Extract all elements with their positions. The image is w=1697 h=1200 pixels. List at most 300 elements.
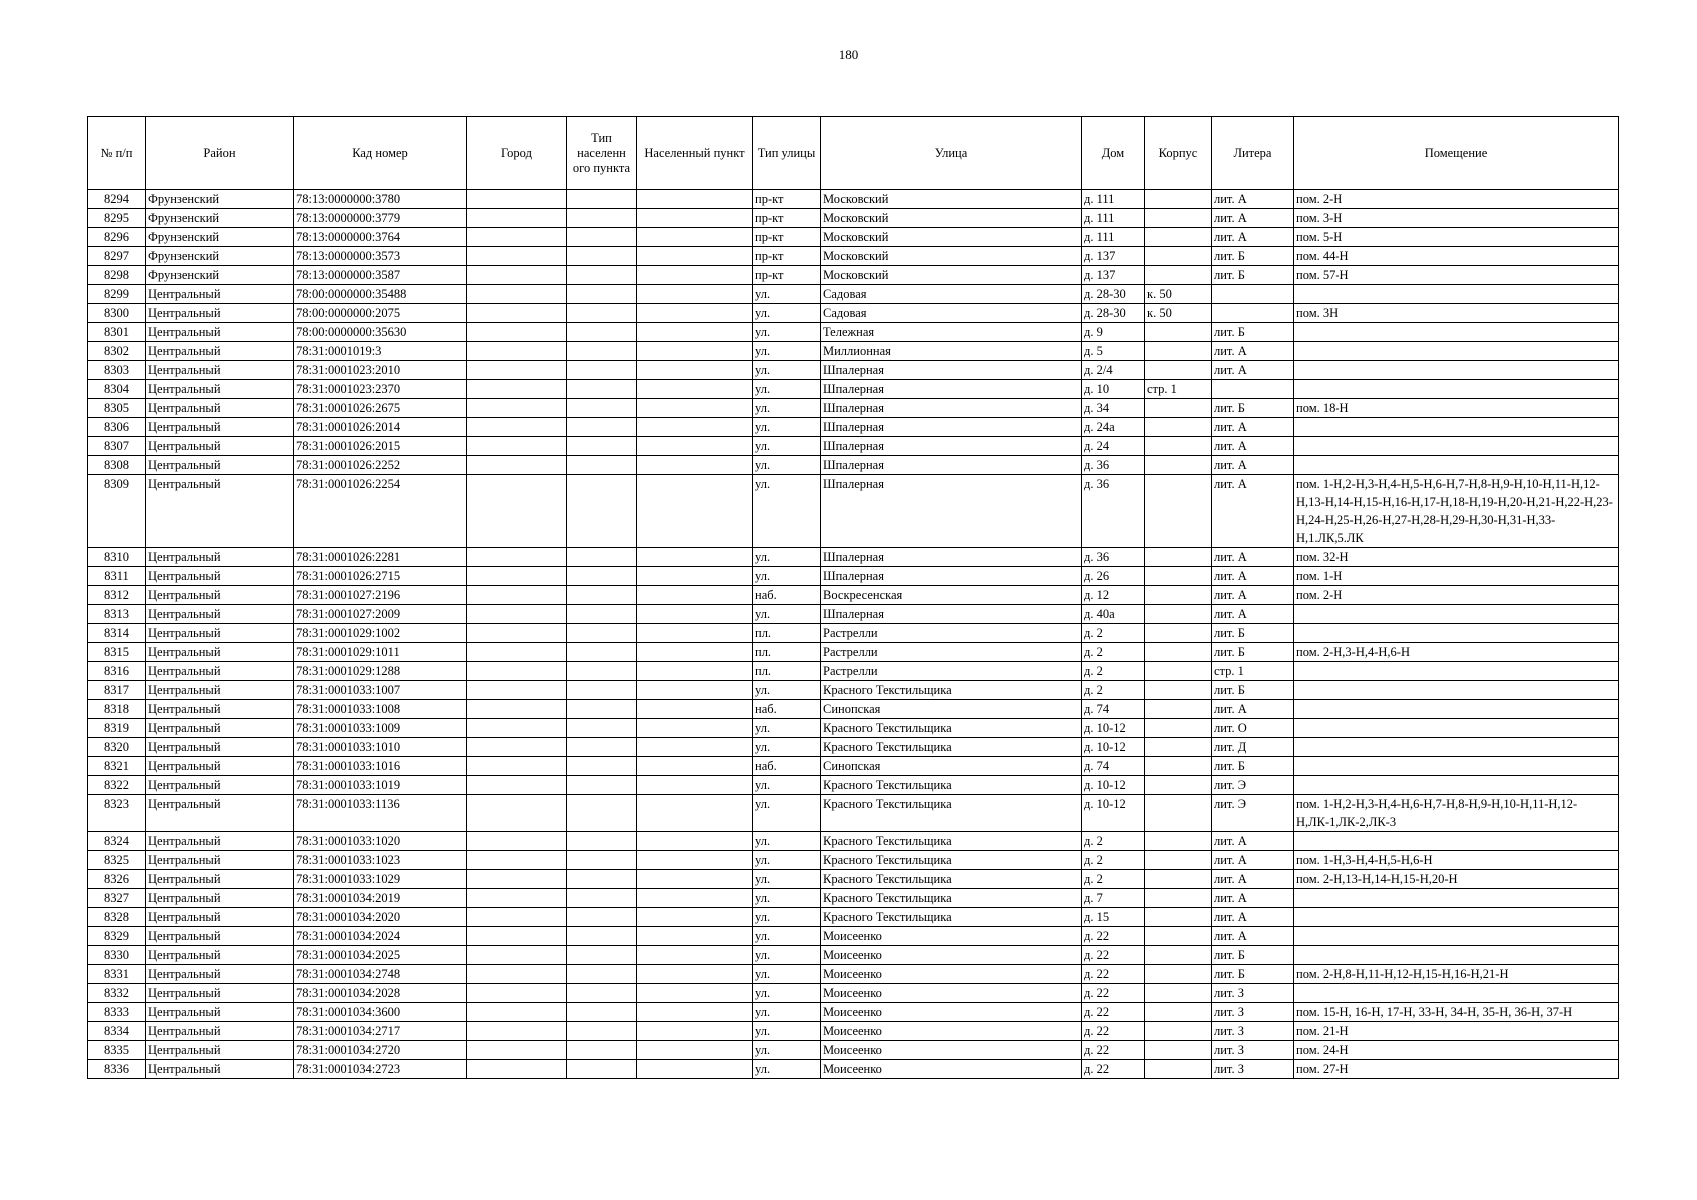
city-cell [467, 266, 567, 285]
district-cell: Центральный [146, 662, 294, 681]
settlement-type-cell [567, 1022, 637, 1041]
street-type-cell: ул. [753, 1060, 821, 1079]
letter-cell: лит. Б [1212, 624, 1294, 643]
premises-cell [1294, 946, 1619, 965]
settlement-cell [637, 380, 753, 399]
district-cell: Фрунзенский [146, 190, 294, 209]
settlement-type-cell [567, 795, 637, 832]
cadastral-number-cell: 78:13:0000000:3780 [294, 190, 467, 209]
settlement-cell [637, 889, 753, 908]
cadastral-number-cell: 78:31:0001034:2019 [294, 889, 467, 908]
street-type-cell: ул. [753, 285, 821, 304]
house-cell: д. 40а [1082, 605, 1145, 624]
cadastral-number-cell: 78:31:0001026:2675 [294, 399, 467, 418]
cadastral-number-cell: 78:31:0001023:2370 [294, 380, 467, 399]
settlement-cell [637, 870, 753, 889]
house-cell: д. 36 [1082, 456, 1145, 475]
header-building: Корпус [1145, 117, 1212, 190]
street-type-cell: наб. [753, 757, 821, 776]
street-cell: Красного Текстильщика [821, 832, 1082, 851]
letter-cell: лит. Д [1212, 738, 1294, 757]
row-num-cell: 8328 [88, 908, 146, 927]
letter-cell: лит. А [1212, 475, 1294, 548]
cadastral-number-cell: 78:31:0001033:1019 [294, 776, 467, 795]
letter-cell: лит. Б [1212, 323, 1294, 342]
letter-cell: лит. А [1212, 548, 1294, 567]
row-num-cell: 8319 [88, 719, 146, 738]
street-cell: Моисеенко [821, 946, 1082, 965]
premises-cell [1294, 342, 1619, 361]
district-cell: Центральный [146, 1022, 294, 1041]
city-cell [467, 719, 567, 738]
premises-cell: пом. 57-Н [1294, 266, 1619, 285]
street-type-cell: ул. [753, 567, 821, 586]
city-cell [467, 190, 567, 209]
settlement-cell [637, 361, 753, 380]
cadastral-number-cell: 78:31:0001019:3 [294, 342, 467, 361]
cadastral-number-cell: 78:31:0001023:2010 [294, 361, 467, 380]
city-cell [467, 605, 567, 624]
city-cell [467, 247, 567, 266]
house-cell: д. 111 [1082, 190, 1145, 209]
letter-cell: лит. Б [1212, 965, 1294, 984]
street-type-cell: ул. [753, 795, 821, 832]
table-row [88, 209, 1619, 228]
row-num-cell: 8334 [88, 1022, 146, 1041]
table-row [88, 342, 1619, 361]
street-type-cell: пр-кт [753, 247, 821, 266]
city-cell [467, 700, 567, 719]
district-cell: Центральный [146, 548, 294, 567]
table-row [88, 456, 1619, 475]
header-district: Район [146, 117, 294, 190]
house-cell: д. 111 [1082, 228, 1145, 247]
table-row [88, 304, 1619, 323]
district-cell: Центральный [146, 475, 294, 548]
settlement-cell [637, 304, 753, 323]
premises-cell: пом. 2-Н,8-Н,11-Н,12-Н,15-Н,16-Н,21-Н [1294, 965, 1619, 984]
premises-cell: пом. 44-Н [1294, 247, 1619, 266]
house-cell: д. 2 [1082, 851, 1145, 870]
letter-cell: лит. Э [1212, 776, 1294, 795]
street-type-cell: наб. [753, 700, 821, 719]
house-cell: д. 22 [1082, 965, 1145, 984]
building-cell [1145, 209, 1212, 228]
street-type-cell: ул. [753, 927, 821, 946]
street-type-cell: ул. [753, 437, 821, 456]
table-row [88, 1003, 1619, 1022]
premises-cell: пом. 32-Н [1294, 548, 1619, 567]
row-num-cell: 8302 [88, 342, 146, 361]
street-cell: Красного Текстильщика [821, 851, 1082, 870]
cadastral-number-cell: 78:31:0001027:2009 [294, 605, 467, 624]
row-num-cell: 8320 [88, 738, 146, 757]
table-row [88, 1041, 1619, 1060]
letter-cell: лит. А [1212, 361, 1294, 380]
house-cell: д. 34 [1082, 399, 1145, 418]
cadastral-number-cell: 78:31:0001033:1136 [294, 795, 467, 832]
street-cell: Миллионная [821, 342, 1082, 361]
settlement-type-cell [567, 908, 637, 927]
street-cell: Тележная [821, 323, 1082, 342]
settlement-cell [637, 719, 753, 738]
district-cell: Центральный [146, 624, 294, 643]
street-type-cell: ул. [753, 304, 821, 323]
settlement-type-cell [567, 380, 637, 399]
house-cell: д. 10-12 [1082, 738, 1145, 757]
street-type-cell: ул. [753, 946, 821, 965]
table-header-row [88, 117, 1619, 190]
cadastral-number-cell: 78:31:0001026:2281 [294, 548, 467, 567]
table-row [88, 927, 1619, 946]
house-cell: д. 2 [1082, 870, 1145, 889]
table-row [88, 437, 1619, 456]
cadastral-number-cell: 78:00:0000000:35630 [294, 323, 467, 342]
house-cell: д. 22 [1082, 1041, 1145, 1060]
building-cell [1145, 757, 1212, 776]
row-num-cell: 8331 [88, 965, 146, 984]
house-cell: д. 22 [1082, 927, 1145, 946]
city-cell [467, 643, 567, 662]
house-cell: д. 9 [1082, 323, 1145, 342]
city-cell [467, 889, 567, 908]
cadastral-number-cell: 78:31:0001026:2252 [294, 456, 467, 475]
street-type-cell: ул. [753, 548, 821, 567]
city-cell [467, 795, 567, 832]
cadastral-number-cell: 78:13:0000000:3587 [294, 266, 467, 285]
letter-cell: лит. А [1212, 567, 1294, 586]
row-num-cell: 8335 [88, 1041, 146, 1060]
row-num-cell: 8300 [88, 304, 146, 323]
row-num-cell: 8333 [88, 1003, 146, 1022]
row-num-cell: 8310 [88, 548, 146, 567]
house-cell: д. 2 [1082, 624, 1145, 643]
street-type-cell: ул. [753, 399, 821, 418]
city-cell [467, 738, 567, 757]
letter-cell: лит. А [1212, 456, 1294, 475]
settlement-cell [637, 1022, 753, 1041]
city-cell [467, 965, 567, 984]
street-type-cell: пл. [753, 643, 821, 662]
cadastral-number-cell: 78:31:0001034:2748 [294, 965, 467, 984]
letter-cell: лит. А [1212, 889, 1294, 908]
letter-cell: лит. А [1212, 851, 1294, 870]
cadastral-number-cell: 78:31:0001033:1020 [294, 832, 467, 851]
street-cell: Красного Текстильщика [821, 908, 1082, 927]
header-city: Город [467, 117, 567, 190]
premises-cell: пом. 1-Н [1294, 567, 1619, 586]
row-num-cell: 8330 [88, 946, 146, 965]
house-cell: д. 74 [1082, 757, 1145, 776]
house-cell: д. 2 [1082, 643, 1145, 662]
cadastral-number-cell: 78:31:0001026:2014 [294, 418, 467, 437]
district-cell: Центральный [146, 965, 294, 984]
row-num-cell: 8318 [88, 700, 146, 719]
cadastral-number-cell: 78:31:0001029:1011 [294, 643, 467, 662]
city-cell [467, 870, 567, 889]
building-cell [1145, 738, 1212, 757]
cadastral-number-cell: 78:31:0001033:1007 [294, 681, 467, 700]
settlement-type-cell [567, 209, 637, 228]
premises-cell [1294, 361, 1619, 380]
letter-cell: лит. Б [1212, 681, 1294, 700]
header-street-type: Тип улицы [753, 117, 821, 190]
cadastral-number-cell: 78:00:0000000:35488 [294, 285, 467, 304]
district-cell: Центральный [146, 851, 294, 870]
street-type-cell: пл. [753, 662, 821, 681]
cadastral-number-cell: 78:31:0001033:1009 [294, 719, 467, 738]
header-street: Улица [821, 117, 1082, 190]
street-cell: Моисеенко [821, 965, 1082, 984]
table-row [88, 757, 1619, 776]
table-row [88, 285, 1619, 304]
building-cell [1145, 342, 1212, 361]
row-num-cell: 8323 [88, 795, 146, 832]
district-cell: Центральный [146, 361, 294, 380]
premises-cell [1294, 456, 1619, 475]
city-cell [467, 832, 567, 851]
street-type-cell: ул. [753, 681, 821, 700]
letter-cell: лит. А [1212, 190, 1294, 209]
street-cell: Шпалерная [821, 475, 1082, 548]
district-cell: Центральный [146, 776, 294, 795]
street-cell: Московский [821, 228, 1082, 247]
settlement-cell [637, 323, 753, 342]
settlement-type-cell [567, 946, 637, 965]
table-row [88, 323, 1619, 342]
settlement-cell [637, 738, 753, 757]
row-num-cell: 8307 [88, 437, 146, 456]
row-num-cell: 8299 [88, 285, 146, 304]
letter-cell: лит. З [1212, 1041, 1294, 1060]
district-cell: Центральный [146, 984, 294, 1003]
house-cell: д. 15 [1082, 908, 1145, 927]
row-num-cell: 8304 [88, 380, 146, 399]
table-row [88, 984, 1619, 1003]
letter-cell: лит. А [1212, 700, 1294, 719]
house-cell: д. 10-12 [1082, 795, 1145, 832]
street-type-cell: ул. [753, 965, 821, 984]
house-cell: д. 111 [1082, 209, 1145, 228]
cadastral-number-cell: 78:31:0001033:1008 [294, 700, 467, 719]
street-type-cell: ул. [753, 361, 821, 380]
city-cell [467, 1022, 567, 1041]
street-type-cell: ул. [753, 1041, 821, 1060]
building-cell [1145, 605, 1212, 624]
house-cell: д. 28-30 [1082, 285, 1145, 304]
district-cell: Центральный [146, 437, 294, 456]
district-cell: Центральный [146, 380, 294, 399]
table-row [88, 399, 1619, 418]
letter-cell: лит. А [1212, 870, 1294, 889]
district-cell: Центральный [146, 643, 294, 662]
letter-cell: стр. 1 [1212, 662, 1294, 681]
city-cell [467, 1041, 567, 1060]
building-cell: к. 50 [1145, 285, 1212, 304]
district-cell: Центральный [146, 1041, 294, 1060]
settlement-type-cell [567, 851, 637, 870]
row-num-cell: 8325 [88, 851, 146, 870]
settlement-cell [637, 946, 753, 965]
premises-cell: пом. 1-Н,2-Н,3-Н,4-Н,6-Н,7-Н,8-Н,9-Н,10-Н,11-Н,12-Н,ЛК-1,ЛК-2,ЛК-3 [1294, 795, 1619, 832]
premises-cell [1294, 700, 1619, 719]
district-cell: Фрунзенский [146, 228, 294, 247]
page-number: 180 [838, 47, 859, 62]
settlement-cell [637, 908, 753, 927]
city-cell [467, 946, 567, 965]
premises-cell [1294, 776, 1619, 795]
table-row [88, 380, 1619, 399]
street-cell: Садовая [821, 285, 1082, 304]
letter-cell: лит. Б [1212, 643, 1294, 662]
header-letter: Литера [1212, 117, 1294, 190]
table-row [88, 832, 1619, 851]
city-cell [467, 437, 567, 456]
street-cell: Синопская [821, 757, 1082, 776]
row-num-cell: 8308 [88, 456, 146, 475]
premises-cell: пом. 1-Н,2-Н,3-Н,4-Н,5-Н,6-Н,7-Н,8-Н,9-Н,10-Н,11-Н,12-Н,13-Н,14-Н,15-Н,16-Н,17-Н,18-Н,19-Н,20-Н,21-Н,22-Н,23-Н,24-Н,25-Н,26-Н,27-Н,28-Н,29-Н,30-Н,31-Н,33-Н,1.ЛК,5.ЛК [1294, 475, 1619, 548]
settlement-cell [637, 1041, 753, 1060]
settlement-type-cell [567, 304, 637, 323]
street-type-cell: ул. [753, 456, 821, 475]
building-cell [1145, 190, 1212, 209]
premises-cell [1294, 719, 1619, 738]
cadastral-number-cell: 78:13:0000000:3779 [294, 209, 467, 228]
table-row [88, 190, 1619, 209]
letter-cell: лит. А [1212, 437, 1294, 456]
street-cell: Красного Текстильщика [821, 776, 1082, 795]
letter-cell: лит. А [1212, 586, 1294, 605]
row-num-cell: 8297 [88, 247, 146, 266]
settlement-type-cell [567, 832, 637, 851]
building-cell [1145, 681, 1212, 700]
letter-cell: лит. А [1212, 832, 1294, 851]
city-cell [467, 624, 567, 643]
street-cell: Красного Текстильщика [821, 889, 1082, 908]
row-num-cell: 8315 [88, 643, 146, 662]
street-cell: Московский [821, 247, 1082, 266]
settlement-type-cell [567, 1003, 637, 1022]
table-row [88, 266, 1619, 285]
table-row [88, 361, 1619, 380]
house-cell: д. 36 [1082, 548, 1145, 567]
settlement-cell [637, 228, 753, 247]
city-cell [467, 342, 567, 361]
street-type-cell: ул. [753, 984, 821, 1003]
premises-cell: пом. 1-Н,3-Н,4-Н,5-Н,6-Н [1294, 851, 1619, 870]
premises-cell [1294, 662, 1619, 681]
premises-cell [1294, 605, 1619, 624]
city-cell [467, 418, 567, 437]
district-cell: Центральный [146, 342, 294, 361]
cadastral-number-cell: 78:31:0001034:2020 [294, 908, 467, 927]
premises-cell [1294, 285, 1619, 304]
district-cell: Центральный [146, 285, 294, 304]
house-cell: д. 22 [1082, 1022, 1145, 1041]
street-cell: Моисеенко [821, 984, 1082, 1003]
settlement-type-cell [567, 776, 637, 795]
settlement-cell [637, 965, 753, 984]
table-body [88, 190, 1619, 1079]
street-cell: Моисеенко [821, 1041, 1082, 1060]
house-cell: д. 10-12 [1082, 719, 1145, 738]
street-type-cell: ул. [753, 605, 821, 624]
city-cell [467, 475, 567, 548]
street-cell: Моисеенко [821, 1060, 1082, 1079]
settlement-type-cell [567, 681, 637, 700]
district-cell: Центральный [146, 700, 294, 719]
district-cell: Центральный [146, 418, 294, 437]
letter-cell: лит. А [1212, 418, 1294, 437]
header-settlement: Населенный пункт [637, 117, 753, 190]
settlement-type-cell [567, 475, 637, 548]
street-type-cell: пр-кт [753, 190, 821, 209]
letter-cell: лит. О [1212, 719, 1294, 738]
settlement-type-cell [567, 361, 637, 380]
premises-cell: пом. 2-Н,13-Н,14-Н,15-Н,20-Н [1294, 870, 1619, 889]
cadastral-number-cell: 78:31:0001029:1288 [294, 662, 467, 681]
settlement-cell [637, 437, 753, 456]
cadastral-number-cell: 78:31:0001034:3600 [294, 1003, 467, 1022]
district-cell: Центральный [146, 567, 294, 586]
street-cell: Красного Текстильщика [821, 795, 1082, 832]
building-cell [1145, 984, 1212, 1003]
street-type-cell: ул. [753, 719, 821, 738]
settlement-type-cell [567, 247, 637, 266]
table-row [88, 605, 1619, 624]
city-cell [467, 681, 567, 700]
street-type-cell: ул. [753, 832, 821, 851]
settlement-type-cell [567, 643, 637, 662]
premises-cell [1294, 624, 1619, 643]
header-house: Дом [1082, 117, 1145, 190]
table-row [88, 475, 1619, 548]
building-cell [1145, 418, 1212, 437]
row-num-cell: 8329 [88, 927, 146, 946]
premises-cell: пом. 24-Н [1294, 1041, 1619, 1060]
settlement-cell [637, 209, 753, 228]
building-cell [1145, 700, 1212, 719]
row-num-cell: 8313 [88, 605, 146, 624]
building-cell [1145, 361, 1212, 380]
row-num-cell: 8303 [88, 361, 146, 380]
row-num-cell: 8321 [88, 757, 146, 776]
street-cell: Воскресенская [821, 586, 1082, 605]
letter-cell: лит. А [1212, 228, 1294, 247]
house-cell: д. 24а [1082, 418, 1145, 437]
premises-cell: пом. 27-Н [1294, 1060, 1619, 1079]
letter-cell: лит. З [1212, 1022, 1294, 1041]
header-cadastral-number: Кад номер [294, 117, 467, 190]
settlement-type-cell [567, 456, 637, 475]
street-type-cell: ул. [753, 738, 821, 757]
building-cell [1145, 399, 1212, 418]
row-num-cell: 8336 [88, 1060, 146, 1079]
settlement-type-cell [567, 624, 637, 643]
table-row [88, 1060, 1619, 1079]
premises-cell [1294, 681, 1619, 700]
settlement-cell [637, 984, 753, 1003]
street-cell: Красного Текстильщика [821, 870, 1082, 889]
premises-cell: пом. 18-Н [1294, 399, 1619, 418]
row-num-cell: 8301 [88, 323, 146, 342]
letter-cell: лит. Б [1212, 247, 1294, 266]
city-cell [467, 304, 567, 323]
building-cell: к. 50 [1145, 304, 1212, 323]
settlement-type-cell [567, 927, 637, 946]
building-cell [1145, 567, 1212, 586]
district-cell: Центральный [146, 757, 294, 776]
